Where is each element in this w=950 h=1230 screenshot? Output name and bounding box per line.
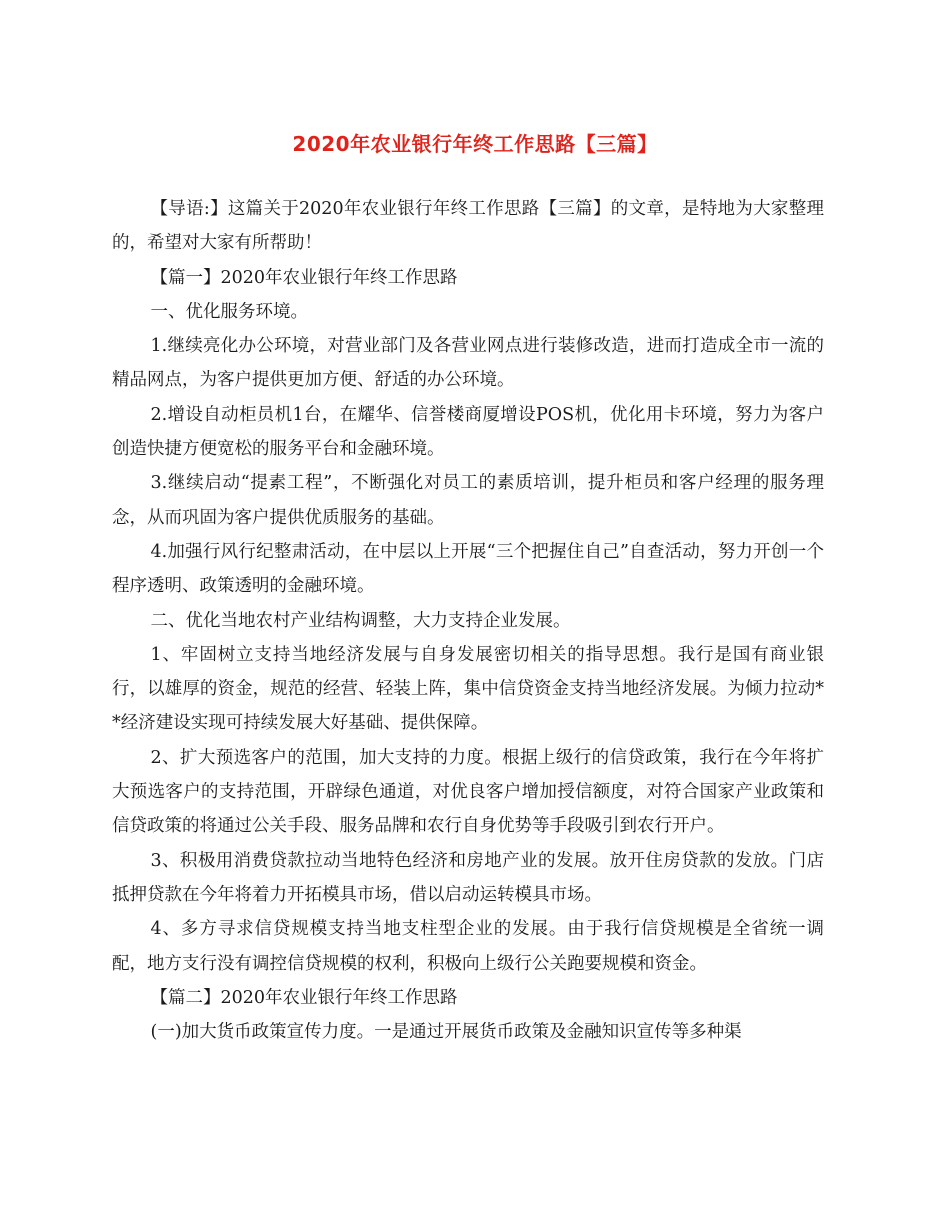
section-heading-part-two: 【篇二】2020年农业银行年终工作思路: [150, 987, 458, 1008]
paragraph: (一)加大货币政策宣传力度。一是通过开展货币政策及金融知识宣传等多种渠: [150, 1022, 742, 1043]
paragraph: 3、积极用消费贷款拉动当地特色经济和房地产业的发展。放开住房贷款的发放。门店抵押贷款在今年将着力开拓模具市场，借以启动运转模具市场。: [112, 850, 824, 905]
subheading-industry-structure: 二、优化当地农村产业结构调整，大力支持企业发展。: [150, 610, 571, 631]
paragraph: 2.增设自动柜员机1台，在耀华、信誉楼商厦增设POS机，优化用卡环境，努力为客户创造快捷方便宽松的服务平台和金融环境。: [112, 404, 824, 460]
paragraph-intro: 【导语:】这篇关于2020年农业银行年终工作思路【三篇】的文章，是特地为大家整理的，希望对大家有所帮助！: [112, 199, 824, 254]
document-body: [112, 192, 824, 1049]
section-heading-part-one: 【篇一】2020年农业银行年终工作思路: [150, 267, 458, 288]
paragraph: 1.继续亮化办公环境，对营业部门及各营业网点进行装修改造，进而打造成全市一流的精品网点，为客户提供更加方便、舒适的办公环境。: [112, 336, 824, 391]
paragraph: 1、牢固树立支持当地经济发展与自身发展密切相关的指导思想。我行是国有商业银行，以雄厚的资金，规范的经营、轻装上阵，集中信贷资金支持当地经济发展。为倾力拉动**经济建设实现可持续发展大好基础、提供保障。: [112, 644, 824, 734]
document-title: 2020年农业银行年终工作思路【三篇】: [292, 132, 658, 157]
subheading-optimize-service: 一、优化服务环境。: [150, 301, 308, 322]
paragraph: 2、扩大预选客户的范围，加大支持的力度。根据上级行的信贷政策，我行在今年将扩大预选客户的支持范围，开辟绿色通道，对优良客户增加授信额度，对符合国家产业政策和信贷政策的将通过公关手段、服务品牌和农行自身优势等手段吸引到农行开户。: [112, 747, 824, 837]
paragraph: 4.加强行风行纪整肃活动，在中层以上开展“三个把握住自己”自查活动，努力开创一个程序透明、政策透明的金融环境。: [112, 541, 824, 597]
paragraph: 3.继续启动“提素工程”，不断强化对员工的素质培训，提升柜员和客户经理的服务理念，从而巩固为客户提供优质服务的基础。: [112, 473, 824, 528]
paragraph: 4、多方寻求信贷规模支持当地支柱型企业的发展。由于我行信贷规模是全省统一调配，地方支行没有调控信贷规模的权利，积极向上级行公关跑要规模和资金。: [112, 919, 824, 974]
